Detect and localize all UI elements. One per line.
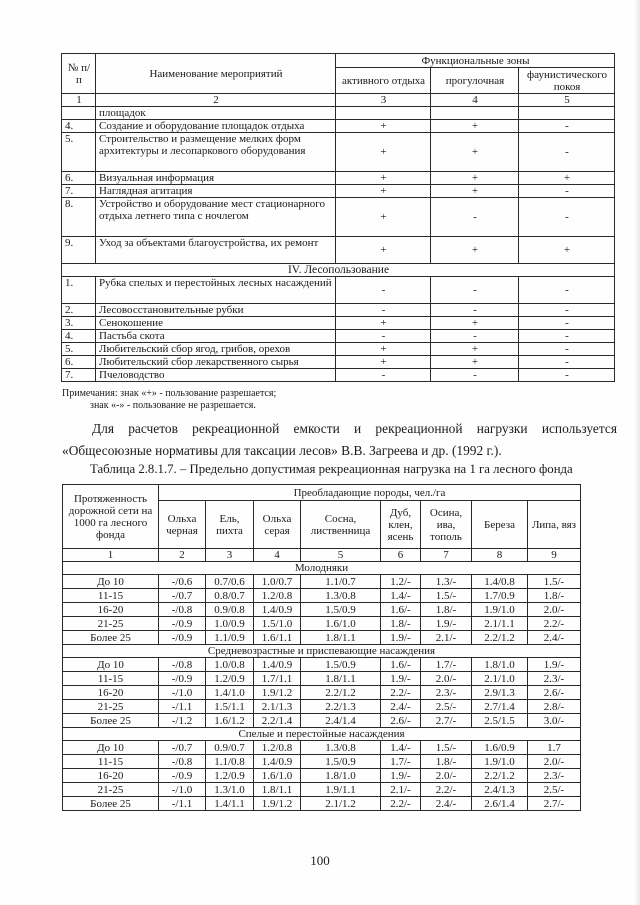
stand-group-row [63, 645, 581, 658]
permission-mark: + [431, 172, 519, 185]
load-value-cell: -/0.8 [159, 658, 206, 672]
header-black-alder: Ольха черная [159, 501, 206, 549]
section-row [62, 264, 615, 277]
road-length-cell: Более 25 [63, 714, 159, 728]
permission-mark: + [431, 120, 519, 133]
note-minus: знак «-» - пользование не разрешается. [90, 400, 256, 411]
load-value-cell: 1.7/1.1 [254, 672, 301, 686]
header-zone-walking: прогулочная [431, 68, 519, 94]
load-value-cell: -/1.0 [159, 686, 206, 700]
load-value-cell: 1.5/- [421, 741, 472, 755]
activity-row [62, 277, 615, 304]
load-value-cell: 1.4/1.1 [206, 797, 254, 811]
load-value-cell: 1.9/- [381, 672, 421, 686]
load-value-cell: 1.3/0.8 [301, 741, 381, 755]
load-row [63, 714, 581, 728]
load-value-cell: -/1.2 [159, 714, 206, 728]
row-number: 5. [62, 343, 96, 356]
load-value-cell: 1.2/0.9 [206, 672, 254, 686]
load-value-cell: 1.3/1.0 [206, 783, 254, 797]
load-value-cell: 1.7/0.9 [472, 589, 528, 603]
load-value-cell: -/0.8 [159, 755, 206, 769]
load-row [63, 672, 581, 686]
header-species: Преобладающие породы, чел./га [159, 485, 581, 501]
road-length-cell: Более 25 [63, 797, 159, 811]
row-number: 4. [62, 330, 96, 343]
permission-mark: + [336, 343, 431, 356]
header-birch: Береза [472, 501, 528, 549]
road-length-cell: До 10 [63, 575, 159, 589]
activity-row [62, 198, 615, 237]
permission-mark: - [431, 304, 519, 317]
permission-mark: - [519, 120, 615, 133]
activity-row [62, 133, 615, 172]
permission-mark: + [336, 185, 431, 198]
permission-mark: + [519, 237, 615, 264]
index-cell: 8 [472, 549, 528, 562]
load-value-cell: 1.8/1.1 [301, 631, 381, 645]
permission-mark: - [519, 369, 615, 382]
load-value-cell: 2.4/- [528, 631, 581, 645]
activity-row [62, 237, 615, 264]
activity-row [62, 369, 615, 382]
header-oak-maple-ash: Дуб, клен, ясень [381, 501, 421, 549]
row-number: 6. [62, 172, 96, 185]
index-cell: 5 [519, 94, 615, 107]
load-value-cell: 2.2/- [381, 686, 421, 700]
load-value-cell: 2.5/- [528, 783, 581, 797]
header-zone-fauna-rest: фаунистического покоя [519, 68, 615, 94]
load-value-cell: -/1.1 [159, 797, 206, 811]
load-value-cell: 2.5/1.5 [472, 714, 528, 728]
permission-mark: + [336, 172, 431, 185]
row-number: 7. [62, 369, 96, 382]
load-value-cell: 1.1/0.8 [206, 755, 254, 769]
permission-mark: + [431, 317, 519, 330]
row-number: 8. [62, 198, 96, 237]
activity-name: Сенокошение [96, 317, 336, 330]
paragraph-line-2: «Общесоюзные нормативы для таксации лесов» В.В. Загреева и др. (1992 г.). [62, 443, 502, 458]
load-value-cell: 1.6/1.1 [254, 631, 301, 645]
load-value-cell: 2.2/1.2 [472, 631, 528, 645]
load-value-cell: 2.1/1.2 [301, 797, 381, 811]
activity-name: Пастьба скота [96, 330, 336, 343]
permission-mark: - [519, 198, 615, 237]
stand-group-title: Молодняки [63, 562, 581, 575]
load-value-cell: 2.2/1.3 [301, 700, 381, 714]
load-value-cell: 1.5/0.9 [301, 603, 381, 617]
header-zone-active: активного отдыха [336, 68, 431, 94]
load-value-cell: 1.6/1.2 [206, 714, 254, 728]
road-length-cell: Более 25 [63, 631, 159, 645]
load-value-cell: 2.7/1.4 [472, 700, 528, 714]
permission-mark: - [519, 343, 615, 356]
load-value-cell: 1.7 [528, 741, 581, 755]
load-value-cell: 1.9/1.1 [301, 783, 381, 797]
index-cell: 2 [96, 94, 336, 107]
road-length-cell: 21-25 [63, 783, 159, 797]
road-length-cell: 21-25 [63, 700, 159, 714]
header-functional-zones: Функциональные зоны [336, 54, 615, 68]
permission-mark: + [336, 133, 431, 172]
load-value-cell: 1.6/0.9 [472, 741, 528, 755]
index-cell: 4 [431, 94, 519, 107]
row-number: 3. [62, 317, 96, 330]
row-number: 5. [62, 133, 96, 172]
load-value-cell: 1.9/1.2 [254, 686, 301, 700]
permission-mark: + [336, 198, 431, 237]
load-value-cell: 2.1/- [381, 783, 421, 797]
load-value-cell: 2.3/- [421, 686, 472, 700]
load-value-cell: 2.2/1.2 [301, 686, 381, 700]
functional-zones-table [61, 53, 615, 382]
load-value-cell: -/0.7 [159, 741, 206, 755]
load-value-cell: 1.3/- [421, 575, 472, 589]
index-cell: 6 [381, 549, 421, 562]
load-value-cell: 1.4/0.9 [254, 755, 301, 769]
stand-group-title: Средневозрастные и приспевающие насаждения [63, 645, 581, 658]
road-length-cell: 21-25 [63, 617, 159, 631]
load-value-cell: 1.8/1.0 [472, 658, 528, 672]
activity-name: Лесовосстановительные рубки [96, 304, 336, 317]
load-value-cell: 1.6/1.0 [254, 769, 301, 783]
permission-mark: - [431, 369, 519, 382]
section-title: IV. Лесопользование [62, 264, 615, 277]
load-row [63, 575, 581, 589]
load-value-cell: 1.9/- [381, 769, 421, 783]
load-value-cell: 1.9/- [381, 631, 421, 645]
load-value-cell: -/1.0 [159, 783, 206, 797]
load-value-cell: 2.2/1.2 [472, 769, 528, 783]
load-value-cell: 1.4/- [381, 741, 421, 755]
load-value-cell: 2.1/1.1 [472, 617, 528, 631]
index-cell: 4 [254, 549, 301, 562]
load-value-cell: 2.3/- [528, 769, 581, 783]
header-pine-larch: Сосна, лиственница [301, 501, 381, 549]
road-length-cell: 16-20 [63, 769, 159, 783]
load-value-cell: 1.5/1.1 [206, 700, 254, 714]
permission-mark: - [431, 330, 519, 343]
header-linden-elm: Липа, вяз [528, 501, 581, 549]
load-value-cell: 1.8/- [421, 755, 472, 769]
load-value-cell: 2.2/1.4 [254, 714, 301, 728]
load-value-cell: 2.0/- [421, 672, 472, 686]
load-value-cell: 1.8/- [421, 603, 472, 617]
load-value-cell: -/1.1 [159, 700, 206, 714]
permission-mark: + [431, 343, 519, 356]
load-value-cell: 1.9/1.0 [472, 603, 528, 617]
permission-mark: - [519, 133, 615, 172]
header-spruce-fir: Ель, пихта [206, 501, 254, 549]
load-value-cell: 1.9/1.0 [472, 755, 528, 769]
load-row [63, 755, 581, 769]
load-value-cell: 1.2/0.8 [254, 741, 301, 755]
load-value-cell: 1.5/- [421, 589, 472, 603]
activity-row [62, 185, 615, 198]
load-value-cell: 2.2/- [421, 783, 472, 797]
activity-name: Устройство и оборудование мест стационарного отдыха летнего типа с ночлегом [96, 198, 336, 237]
load-value-cell: 1.4/1.0 [206, 686, 254, 700]
load-value-cell: 2.4/- [381, 700, 421, 714]
load-value-cell: 1.2/0.8 [254, 589, 301, 603]
continuation-text: площадок [96, 107, 336, 120]
load-row [63, 797, 581, 811]
header-grey-alder: Ольха серая [254, 501, 301, 549]
load-value-cell: 2.9/1.3 [472, 686, 528, 700]
load-row [63, 741, 581, 755]
load-value-cell: 2.8/- [528, 700, 581, 714]
load-row [63, 603, 581, 617]
load-value-cell: 1.8/- [528, 589, 581, 603]
activity-row [62, 317, 615, 330]
header-road-length: Протяженность дорожной сети на 1000 га лесного фонда [63, 485, 159, 549]
load-value-cell: 2.0/- [528, 603, 581, 617]
permission-mark: + [431, 185, 519, 198]
load-value-cell: 2.7/- [421, 714, 472, 728]
road-length-cell: 16-20 [63, 686, 159, 700]
load-row [63, 658, 581, 672]
load-value-cell: 1.9/1.2 [254, 797, 301, 811]
load-value-cell: 1.3/0.8 [301, 589, 381, 603]
load-value-cell: 1.4/0.8 [472, 575, 528, 589]
load-value-cell: 2.0/- [528, 755, 581, 769]
load-value-cell: 2.4/1.4 [301, 714, 381, 728]
permission-mark: - [336, 369, 431, 382]
index-cell: 2 [159, 549, 206, 562]
row-number: 6. [62, 356, 96, 369]
load-value-cell: 1.2/- [381, 575, 421, 589]
load-value-cell: 1.8/- [381, 617, 421, 631]
road-length-cell: До 10 [63, 741, 159, 755]
road-length-cell: 11-15 [63, 755, 159, 769]
load-value-cell: 1.6/1.0 [301, 617, 381, 631]
index-cell: 3 [206, 549, 254, 562]
load-value-cell: 1.8/1.1 [254, 783, 301, 797]
load-value-cell: 1.9/- [421, 617, 472, 631]
load-value-cell: 2.7/- [528, 797, 581, 811]
activity-row [62, 304, 615, 317]
header-aspen-willow-poplar: Осина, ива, тополь [421, 501, 472, 549]
load-value-cell: 0.7/0.6 [206, 575, 254, 589]
paragraph-line-1: Для расчетов рекреационной емкости и рекреационной нагрузки используется [92, 421, 617, 436]
permission-mark: - [431, 198, 519, 237]
recreational-load-table [62, 484, 581, 811]
permission-mark: - [519, 317, 615, 330]
activity-row [62, 172, 615, 185]
row-number: 2. [62, 304, 96, 317]
activity-name: Пчеловодство [96, 369, 336, 382]
load-value-cell: 2.0/- [421, 769, 472, 783]
activity-row [62, 356, 615, 369]
load-value-cell: 2.5/- [421, 700, 472, 714]
permission-mark: - [519, 304, 615, 317]
stand-group-title: Спелые и перестойные насаждения [63, 728, 581, 741]
permission-mark: - [431, 277, 519, 304]
permission-mark: - [336, 330, 431, 343]
load-value-cell: 1.8/1.1 [301, 672, 381, 686]
stand-group-row [63, 728, 581, 741]
road-length-cell: 11-15 [63, 589, 159, 603]
load-value-cell: 2.6/- [528, 686, 581, 700]
permission-mark: - [519, 356, 615, 369]
load-row [63, 686, 581, 700]
permission-mark: + [519, 172, 615, 185]
load-value-cell: 3.0/- [528, 714, 581, 728]
activity-name: Уход за объектами благоустройства, их ремонт [96, 237, 336, 264]
permission-mark: + [431, 237, 519, 264]
load-value-cell: 2.6/- [381, 714, 421, 728]
load-value-cell: 1.0/0.7 [254, 575, 301, 589]
load-value-cell: 2.1/- [421, 631, 472, 645]
load-value-cell: 2.3/- [528, 672, 581, 686]
scan-shadow-edge [634, 0, 640, 905]
load-value-cell: 1.1/0.9 [206, 631, 254, 645]
header-activity-name: Наименование мероприятий [96, 54, 336, 94]
load-value-cell: -/0.7 [159, 589, 206, 603]
road-length-cell: 16-20 [63, 603, 159, 617]
load-value-cell: 1.5/- [528, 575, 581, 589]
load-value-cell: 0.8/0.7 [206, 589, 254, 603]
activity-row [62, 120, 615, 133]
road-length-cell: 11-15 [63, 672, 159, 686]
load-value-cell: 1.5/0.9 [301, 755, 381, 769]
row-number: 7. [62, 185, 96, 198]
load-row [63, 769, 581, 783]
permission-mark: + [336, 317, 431, 330]
load-value-cell: 1.9/- [528, 658, 581, 672]
load-value-cell: 2.1/1.3 [254, 700, 301, 714]
stand-group-row [63, 562, 581, 575]
index-cell: 5 [301, 549, 381, 562]
permission-mark: + [336, 237, 431, 264]
activity-name: Любительский сбор ягод, грибов, орехов [96, 343, 336, 356]
activity-name: Строительство и размещение мелких форм архитектуры и лесопаркового оборудования [96, 133, 336, 172]
load-row [63, 631, 581, 645]
mark-cell [431, 107, 519, 120]
load-row [63, 700, 581, 714]
load-value-cell: -/0.8 [159, 603, 206, 617]
row-number: 4. [62, 120, 96, 133]
permission-mark: + [431, 356, 519, 369]
table-notes [62, 388, 276, 412]
load-value-cell: 2.4/1.3 [472, 783, 528, 797]
permission-mark: + [336, 356, 431, 369]
index-cell: 3 [336, 94, 431, 107]
mark-cell [519, 107, 615, 120]
load-value-cell: -/0.6 [159, 575, 206, 589]
table-caption: Таблица 2.8.1.7. – Предельно допустимая рекреационная нагрузка на 1 га лесного фонда [90, 462, 573, 476]
load-value-cell: 1.2/0.9 [206, 769, 254, 783]
load-value-cell: 2.4/- [421, 797, 472, 811]
load-value-cell: 1.4/0.9 [254, 658, 301, 672]
load-value-cell: 1.8/1.0 [301, 769, 381, 783]
header-number: № п/п [62, 54, 96, 94]
permission-mark: - [519, 185, 615, 198]
permission-mark: - [336, 277, 431, 304]
load-row [63, 589, 581, 603]
load-value-cell: -/0.9 [159, 617, 206, 631]
activity-row [62, 330, 615, 343]
permission-mark: + [431, 133, 519, 172]
load-value-cell: 1.6/- [381, 658, 421, 672]
permission-mark: - [336, 304, 431, 317]
permission-mark: - [519, 277, 615, 304]
load-value-cell: 1.4/0.9 [254, 603, 301, 617]
load-value-cell: 1.0/0.8 [206, 658, 254, 672]
activity-name: Любительский сбор лекарственного сырья [96, 356, 336, 369]
load-value-cell: 2.2/- [381, 797, 421, 811]
activity-name: Рубка спелых и перестойных лесных насаждений [96, 277, 336, 304]
load-value-cell: 1.5/1.0 [254, 617, 301, 631]
mark-cell [336, 107, 431, 120]
activity-name: Визуальная информация [96, 172, 336, 185]
load-row [63, 783, 581, 797]
load-value-cell: 2.6/1.4 [472, 797, 528, 811]
load-value-cell: 1.0/0.9 [206, 617, 254, 631]
load-value-cell: 1.4/- [381, 589, 421, 603]
load-value-cell: 0.9/0.7 [206, 741, 254, 755]
road-length-cell: До 10 [63, 658, 159, 672]
index-cell: 1 [62, 94, 96, 107]
row-number [62, 107, 96, 120]
load-value-cell: -/0.9 [159, 631, 206, 645]
load-value-cell: 1.7/- [421, 658, 472, 672]
activity-name: Создание и оборудование площадок отдыха [96, 120, 336, 133]
load-value-cell: 1.7/- [381, 755, 421, 769]
permission-mark: + [336, 120, 431, 133]
page-number: 100 [310, 853, 330, 868]
load-value-cell: 1.1/0.7 [301, 575, 381, 589]
load-value-cell: -/0.9 [159, 672, 206, 686]
row-number: 9. [62, 237, 96, 264]
load-value-cell: 2.1/1.0 [472, 672, 528, 686]
activity-row [62, 343, 615, 356]
index-cell: 9 [528, 549, 581, 562]
load-value-cell: 0.9/0.8 [206, 603, 254, 617]
load-value-cell: -/0.9 [159, 769, 206, 783]
load-value-cell: 1.6/- [381, 603, 421, 617]
permission-mark: - [519, 330, 615, 343]
body-paragraph [62, 418, 617, 462]
index-cell: 7 [421, 549, 472, 562]
load-value-cell: 2.2/- [528, 617, 581, 631]
index-cell: 1 [63, 549, 159, 562]
activity-name: Наглядная агитация [96, 185, 336, 198]
load-row [63, 617, 581, 631]
note-plus: Примечания: знак «+» - пользование разрешается; [62, 388, 277, 399]
load-value-cell: 1.5/0.9 [301, 658, 381, 672]
row-number: 1. [62, 277, 96, 304]
